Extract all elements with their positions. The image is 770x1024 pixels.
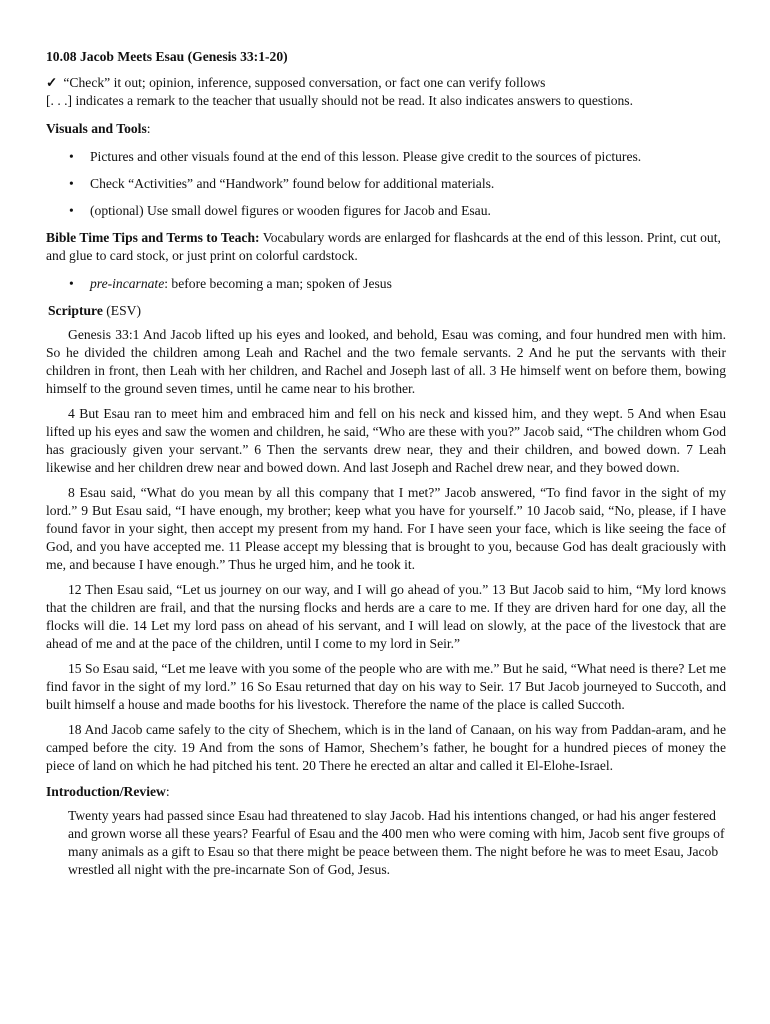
visuals-list (46, 148, 726, 220)
introduction-heading-colon: : (165, 784, 170, 799)
lesson-title: 10.08 Jacob Meets Esau (Genesis 33:1-20) (46, 49, 288, 64)
checkmark-icon: ✓ (46, 75, 58, 90)
term-definition: : before becoming a man; spoken of Jesus (164, 276, 392, 291)
introduction-paragraph: Twenty years had passed since Esau had threatened to slay Jacob. Had his intentions changed, or had his anger festered and grown worse all these years? Fearful of Esau and the 400 men who were coming with him, Jacob sent five groups of many animals as a gift to Esau so that there might be peace between them. The night before he was to meet Esau, Jacob wrestled all night with the pre-incarnate Son of God, Jesus. (68, 808, 725, 877)
scripture-paragraph: 18 And Jacob came safely to the city of Shechem, which is in the land of Canaan, on his way from Paddan-aram, and he camped before the city. 19 And from the sons of Hamor, Shechem’s father, he bought for a hundred pieces of money the piece of land on which he had pitched his tent. 20 There he erected an altar and called it El-Elohe-Israel. (46, 722, 726, 773)
check-note (46, 74, 726, 92)
introduction-heading (46, 783, 726, 801)
scripture-heading (48, 302, 726, 320)
scripture-version: (ESV) (102, 303, 142, 318)
check-note-text: “Check” it out; opinion, inference, supposed conversation, or fact one can verify follows (63, 75, 546, 90)
scripture-paragraph: 15 So Esau said, “Let me leave with you some of the people who are with me.” But he said, “What need is there? Let me find favor in the sight of my lord.” 16 So Esau returned that day on his way to Seir. 17 But Jacob journeyed to Succoth, and built himself a house and made booths for his livestock. Therefore the name of the place is called Succoth. (46, 661, 726, 712)
tips-paragraph (46, 229, 726, 265)
list-item: • (optional) Use small dowel figures or wooden figures for Jacob and Esau. (90, 202, 726, 220)
list-item: • Check “Activities” and “Handwork” found below for additional materials. (90, 175, 726, 193)
visuals-heading-text: Visuals and Tools (46, 121, 147, 136)
scripture-paragraph: Genesis 33:1 And Jacob lifted up his eyes and looked, and behold, Esau was coming, and four hundred men with him. So he divided the children among Leah and Rachel and the two female servants. 2 And he put the servants with their children in front, then Leah with her children, and Rachel and Joseph last of all. 3 He himself went on before them, bowing himself to the ground seven times, until he came near to his brother. (46, 327, 726, 396)
scripture-paragraph: 12 Then Esau said, “Let us journey on our way, and I will go ahead of you.” 13 But Jacob said to him, “My lord knows that the children are frail, and that the nursing flocks and herds are a care to me. If they are driven hard for one day, all the flocks will die. 14 Let my lord pass on ahead of his servant, and I will lead on slowly, at the pace of the livestock that are ahead of me and at the pace of the children, until I come to my lord in Seir.” (46, 582, 726, 651)
scripture-heading-text: Scripture (48, 303, 103, 318)
tips-lead: Bible Time Tips and Terms to Teach: (46, 230, 260, 245)
list-item (90, 275, 726, 293)
term-word: pre-incarnate (90, 276, 165, 291)
visuals-heading (46, 120, 726, 138)
tips-text: Vocabulary words are enlarged for flashcards at the end of this lesson. Print, cut out, and glue to card stock, or just print on colorful cardstock. (46, 230, 721, 263)
introduction-heading-text: Introduction/Review (46, 784, 166, 799)
bracket-note: [. . .] indicates a remark to the teacher that usually should not be read. It also indicates answers to questions. (46, 93, 634, 108)
terms-list (46, 275, 726, 293)
visuals-heading-colon: : (146, 121, 151, 136)
list-item: • Pictures and other visuals found at the end of this lesson. Please give credit to the sources of pictures. (90, 148, 726, 166)
scripture-paragraph: 8 Esau said, “What do you mean by all this company that I met?” Jacob answered, “To find favor in the sight of my lord.” 9 But Esau said, “I have enough, my brother; keep what you have for yourself.” 10 Jacob said, “No, please, if I have found favor in your sight, then accept my present from my hand. For I have seen your face, which is like seeing the face of God, and you have accepted me. 11 Please accept my blessing that is brought to you, because God has dealt graciously with me, and because I have enough.” Thus he urged him, and he took it. (46, 485, 726, 572)
scripture-paragraph: 4 But Esau ran to meet him and embraced him and fell on his neck and kissed him, and they wept. 5 And when Esau lifted up his eyes and saw the women and children, he said, “Who are these with you?” Jacob said, “The children whom God has graciously given your servant.” 6 Then the servants drew near, they and their children, and bowed down. 7 Leah likewise and her children drew near and bowed down. And last Joseph and Rachel drew near, and they bowed down. (46, 406, 726, 475)
legend (46, 74, 726, 110)
